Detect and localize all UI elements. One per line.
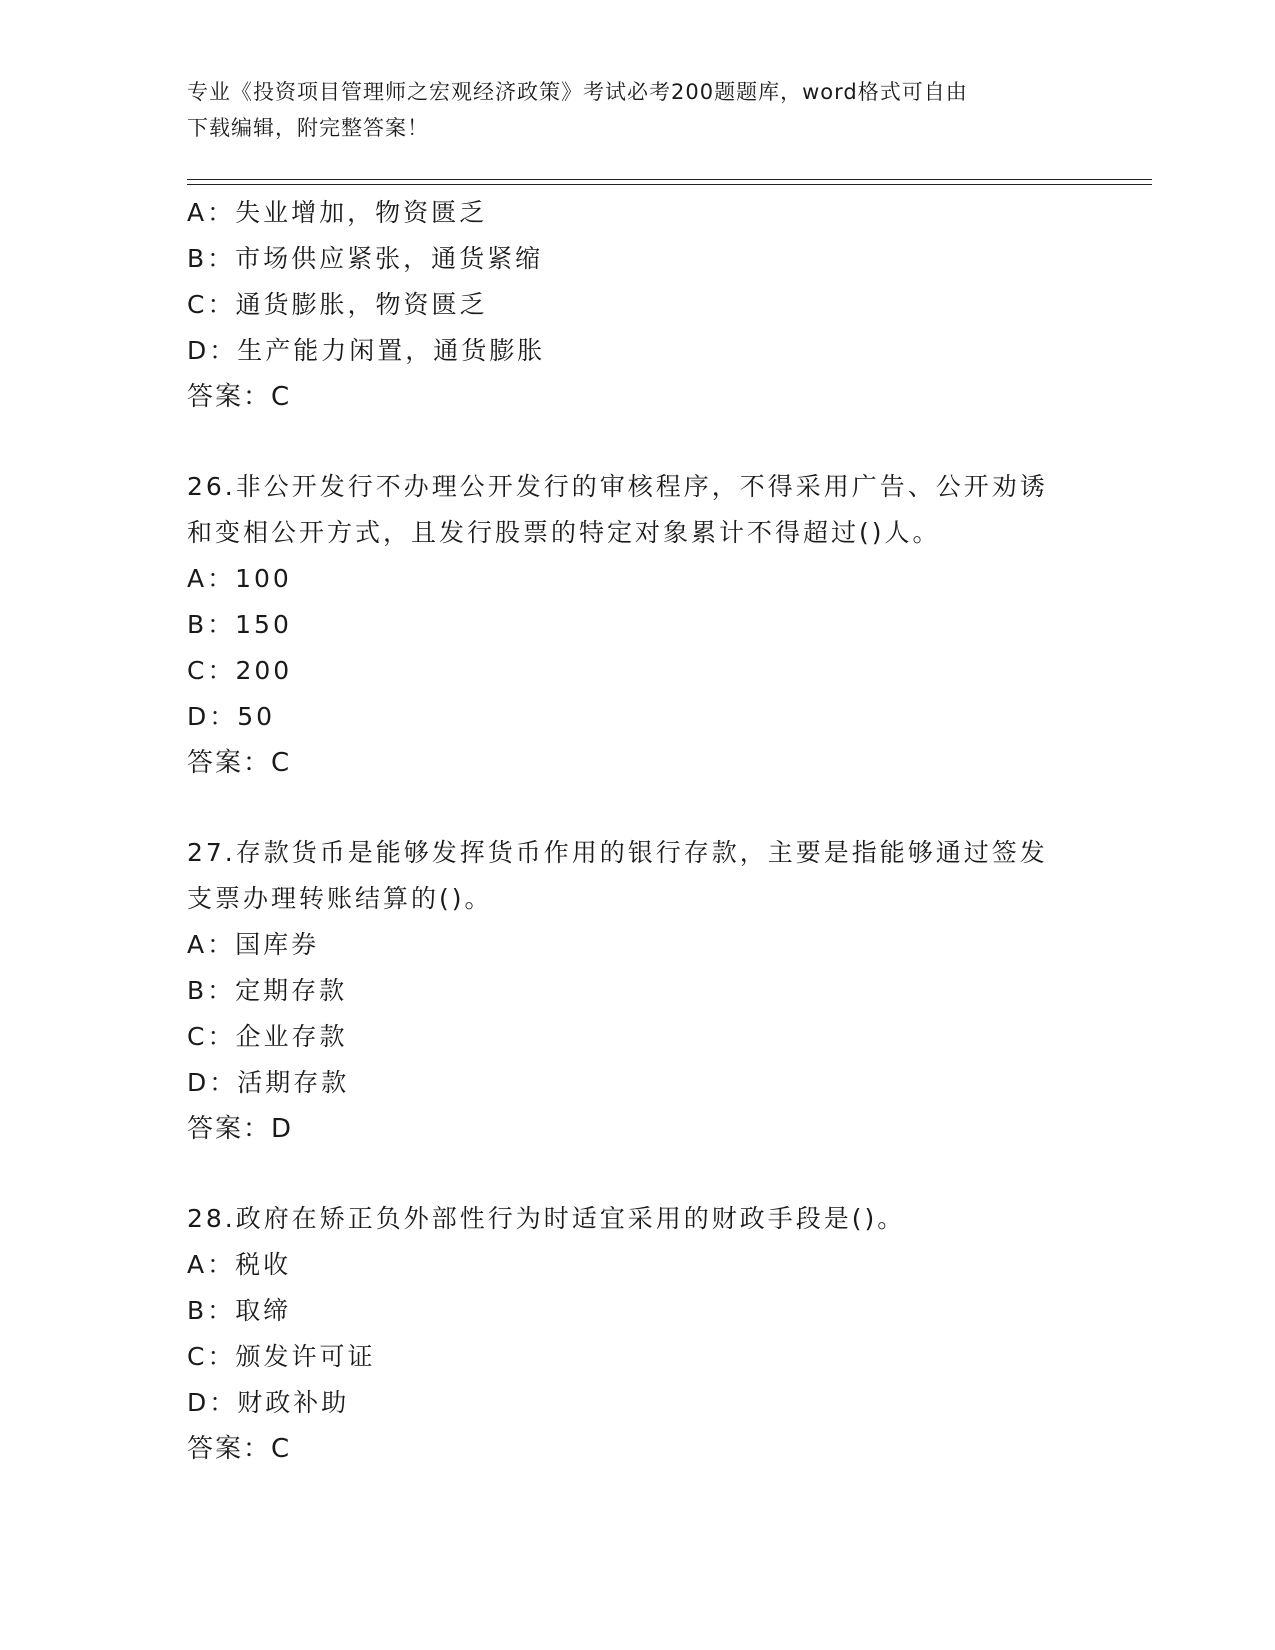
- option-d: D：生产能力闲置，通货膨胀: [187, 336, 546, 365]
- question-27: [187, 830, 1087, 1152]
- header-divider-bottom: [187, 184, 1152, 185]
- option-c: C：颁发许可证: [187, 1342, 376, 1371]
- option-c: C：通货膨胀，物资匮乏: [187, 290, 488, 319]
- question-text-line-1: 27.存款货币是能够发挥货币作用的银行存款，主要是指能够通过签发: [187, 838, 1048, 867]
- option-d: D：活期存款: [187, 1068, 350, 1097]
- option-d: D：50: [187, 702, 276, 731]
- answer: 答案：D: [187, 1114, 294, 1144]
- question-text-line-1: 28.政府在矫正负外部性行为时适宜采用的财政手段是()。: [187, 1204, 906, 1233]
- option-b: B：市场供应紧张，通货紧缩: [187, 244, 544, 273]
- option-c: C：200: [187, 656, 293, 685]
- question-text-line-1: 26.非公开发行不办理公开发行的审核程序，不得采用广告、公开劝诱: [187, 472, 1048, 501]
- answer: 答案：C: [187, 748, 292, 778]
- option-c: C：企业存款: [187, 1022, 348, 1051]
- header-line-1: 专业《投资项目管理师之宏观经济政策》考试必考200题题库，word格式可自由: [187, 80, 968, 104]
- question-text-line-2: 支票办理转账结算的()。: [187, 884, 493, 913]
- option-b: B：取缔: [187, 1296, 292, 1325]
- question-25: [187, 190, 1087, 420]
- question-text-line-2: 和变相公开方式，且发行股票的特定对象累计不得超过()人。: [187, 518, 941, 547]
- document-header: [187, 74, 1087, 146]
- question-list: [187, 190, 1087, 1472]
- option-a: A：失业增加，物资匮乏: [187, 198, 488, 227]
- answer: 答案：C: [187, 382, 292, 412]
- option-d: D：财政补助: [187, 1388, 350, 1417]
- header-line-2: 下载编辑，附完整答案！: [187, 116, 429, 140]
- option-a: A：税收: [187, 1250, 292, 1279]
- header-divider-top: [187, 179, 1152, 180]
- question-26: [187, 464, 1087, 786]
- option-b: B：150: [187, 610, 292, 639]
- option-a: A：国库券: [187, 930, 320, 959]
- option-a: A：100: [187, 564, 292, 593]
- option-b: B：定期存款: [187, 976, 348, 1005]
- answer: 答案：C: [187, 1434, 292, 1464]
- question-28: [187, 1196, 1087, 1472]
